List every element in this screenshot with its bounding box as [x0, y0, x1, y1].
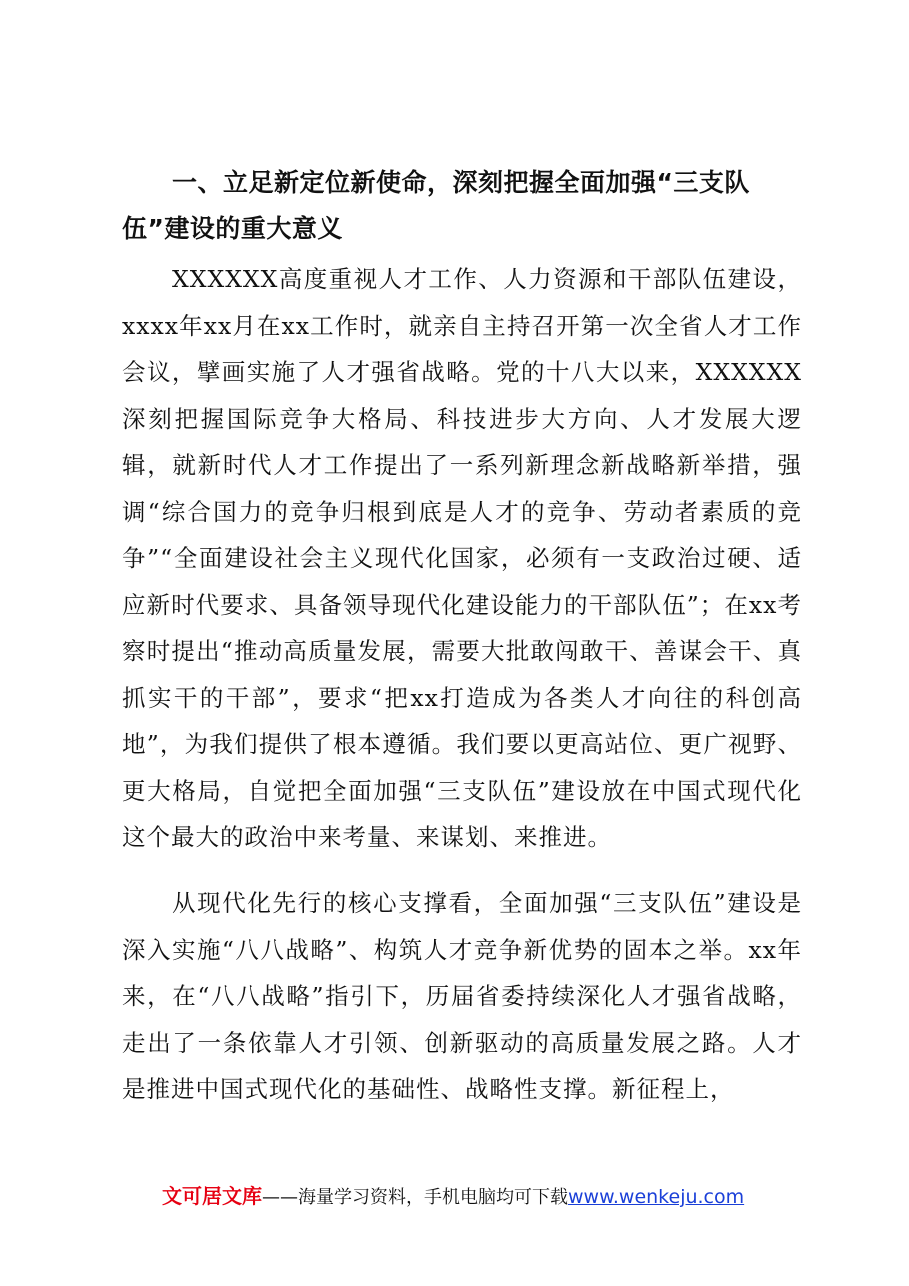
body-paragraph-2: 从现代化先行的核心支撑看，全面加强“三支队伍”建设是深入实施“八八战略”、构筑人才竞争新优势的固本之举。xx年来，在“八八战略”指引下，历届省委持续深化人才强省战略，走出了一条依靠人才引领、创新驱动的高质量发展之路。人才是推进中国式现代化的基础性、战略性支撑。新征程上， [122, 889, 802, 1103]
body-paragraph-1: XXXXXX高度重视人才工作、人力资源和干部队伍建设，xxxx年xx月在xx工作时，就亲自主持召开第一次全省人才工作会议，擘画实施了人才强省战略。党的十八大以来，XXXXXX深刻把握国际竞争大格局、科技进步大方向、人才发展大逻辑，就新时代人才工作提出了一系列新理念新战略新举措，强调“综合国力的竞争归根到底是人才的竞争、劳动者素质的竞争”“全面建设社会主义现代化国家，必须有一支政治过硬、适应新时代要求、具备领导现代化建设能力的干部队伍”；在xx考察时提出“推动高质量发展，需要大批敢闯敢干、善谋会干、真抓实干的干部”，要求“把xx打造成为各类人才向往的科创高地”，为我们提供了根本遵循。我们要以更高站位、更广视野、更大格局，自觉把全面加强“三支队伍”建设放在中国式现代化这个最大的政治中来考量、来谋划、来推进。 [122, 265, 802, 851]
footer-banner [162, 1183, 802, 1211]
footer-slogan: ——海量学习资料，手机电脑均可下载 [262, 1187, 568, 1208]
footer-site-link[interactable]: www.wenkeju.com [568, 1186, 745, 1208]
section-heading: 一、立足新定位新使命，深刻把握全面加强“三支队伍”建设的重大意义 [122, 168, 750, 243]
footer-brand: 文可居文库 [162, 1184, 262, 1208]
